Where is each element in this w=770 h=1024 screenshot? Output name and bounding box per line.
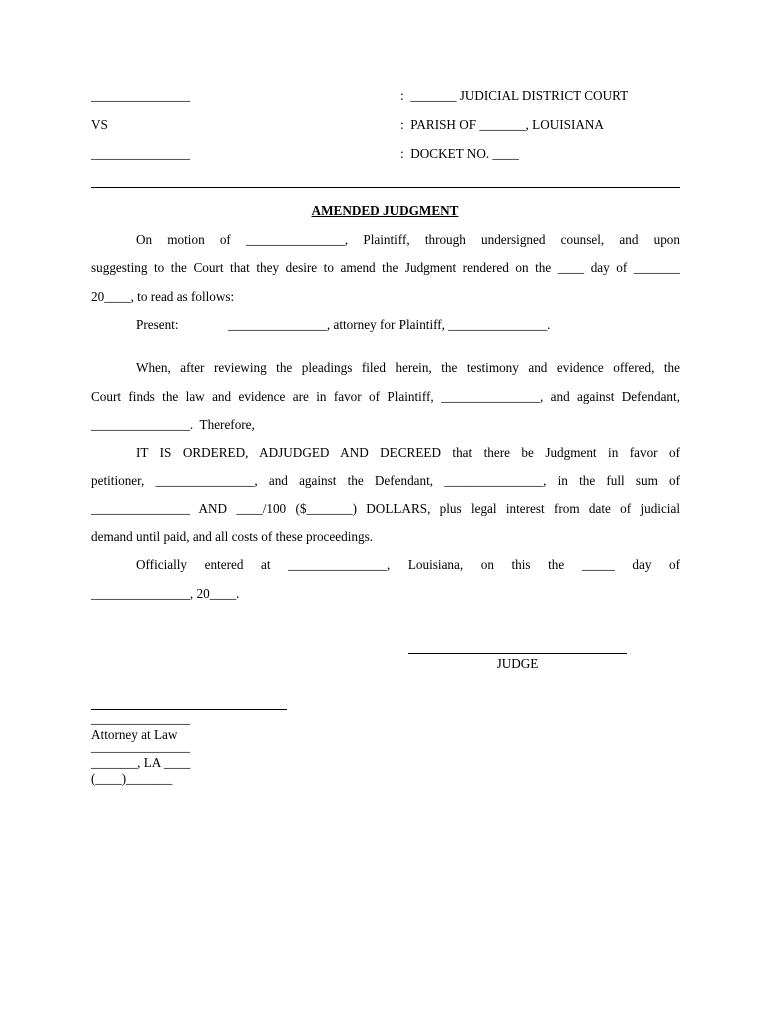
caption-divider <box>91 187 680 188</box>
order-line-2: petitioner, _______________, and against the Defendant, _______________, in the full sum of <box>91 473 680 488</box>
court-line: : _______ JUDICIAL DISTRICT COURT <box>400 88 629 103</box>
judge-signature-line <box>408 653 627 654</box>
attorney-phone: (____)_______ <box>91 771 173 786</box>
judge-label: JUDGE <box>496 656 539 671</box>
motion-line-2: suggesting to the Court that they desire to amend the Judgment rendered on the ____ day of _______ <box>91 260 680 275</box>
parish-line: : PARISH OF _______, LOUISIANA <box>400 117 604 132</box>
findings-line-2: Court finds the law and evidence are in favor of Plaintiff, _______________, and against Defendant, <box>91 389 680 404</box>
document-title: AMENDED JUDGMENT <box>311 203 459 218</box>
versus-label: VS <box>91 117 108 132</box>
attorney-signature-line <box>91 709 287 710</box>
docket-line: : DOCKET NO. ____ <box>400 146 519 161</box>
attorney-address-blank: _______________ <box>91 739 190 754</box>
entry-line-1: Officially entered at _______________, Louisiana, on this the _____ day of <box>136 557 680 572</box>
attorney-city-state: _______, LA ____ <box>91 755 191 770</box>
findings-line-1: When, after reviewing the pleadings filed herein, the testimony and evidence offered, the <box>136 360 680 375</box>
attorney-name-blank: _______________ <box>91 711 190 726</box>
order-line-1: IT IS ORDERED, ADJUDGED AND DECREED that there be Judgment in favor of <box>136 445 680 460</box>
present-text: _______________, attorney for Plaintiff, _______________. <box>228 317 551 332</box>
present-label: Present: <box>136 317 179 332</box>
motion-line-3: 20____, to read as follows: <box>91 289 235 304</box>
defendant-name-blank: _______________ <box>91 146 190 161</box>
entry-line-2: _______________, 20____. <box>91 586 240 601</box>
motion-line-1: On motion of _______________, Plaintiff, through undersigned counsel, and upon <box>136 232 680 247</box>
order-line-3: _______________ AND ____/100 ($_______) DOLLARS, plus legal interest from date of judicial <box>91 501 680 516</box>
order-line-4: demand until paid, and all costs of these proceedings. <box>91 529 373 544</box>
plaintiff-name-blank: _______________ <box>91 88 190 103</box>
attorney-title: Attorney at Law <box>91 727 178 742</box>
findings-line-3: _______________. Therefore, <box>91 417 255 432</box>
